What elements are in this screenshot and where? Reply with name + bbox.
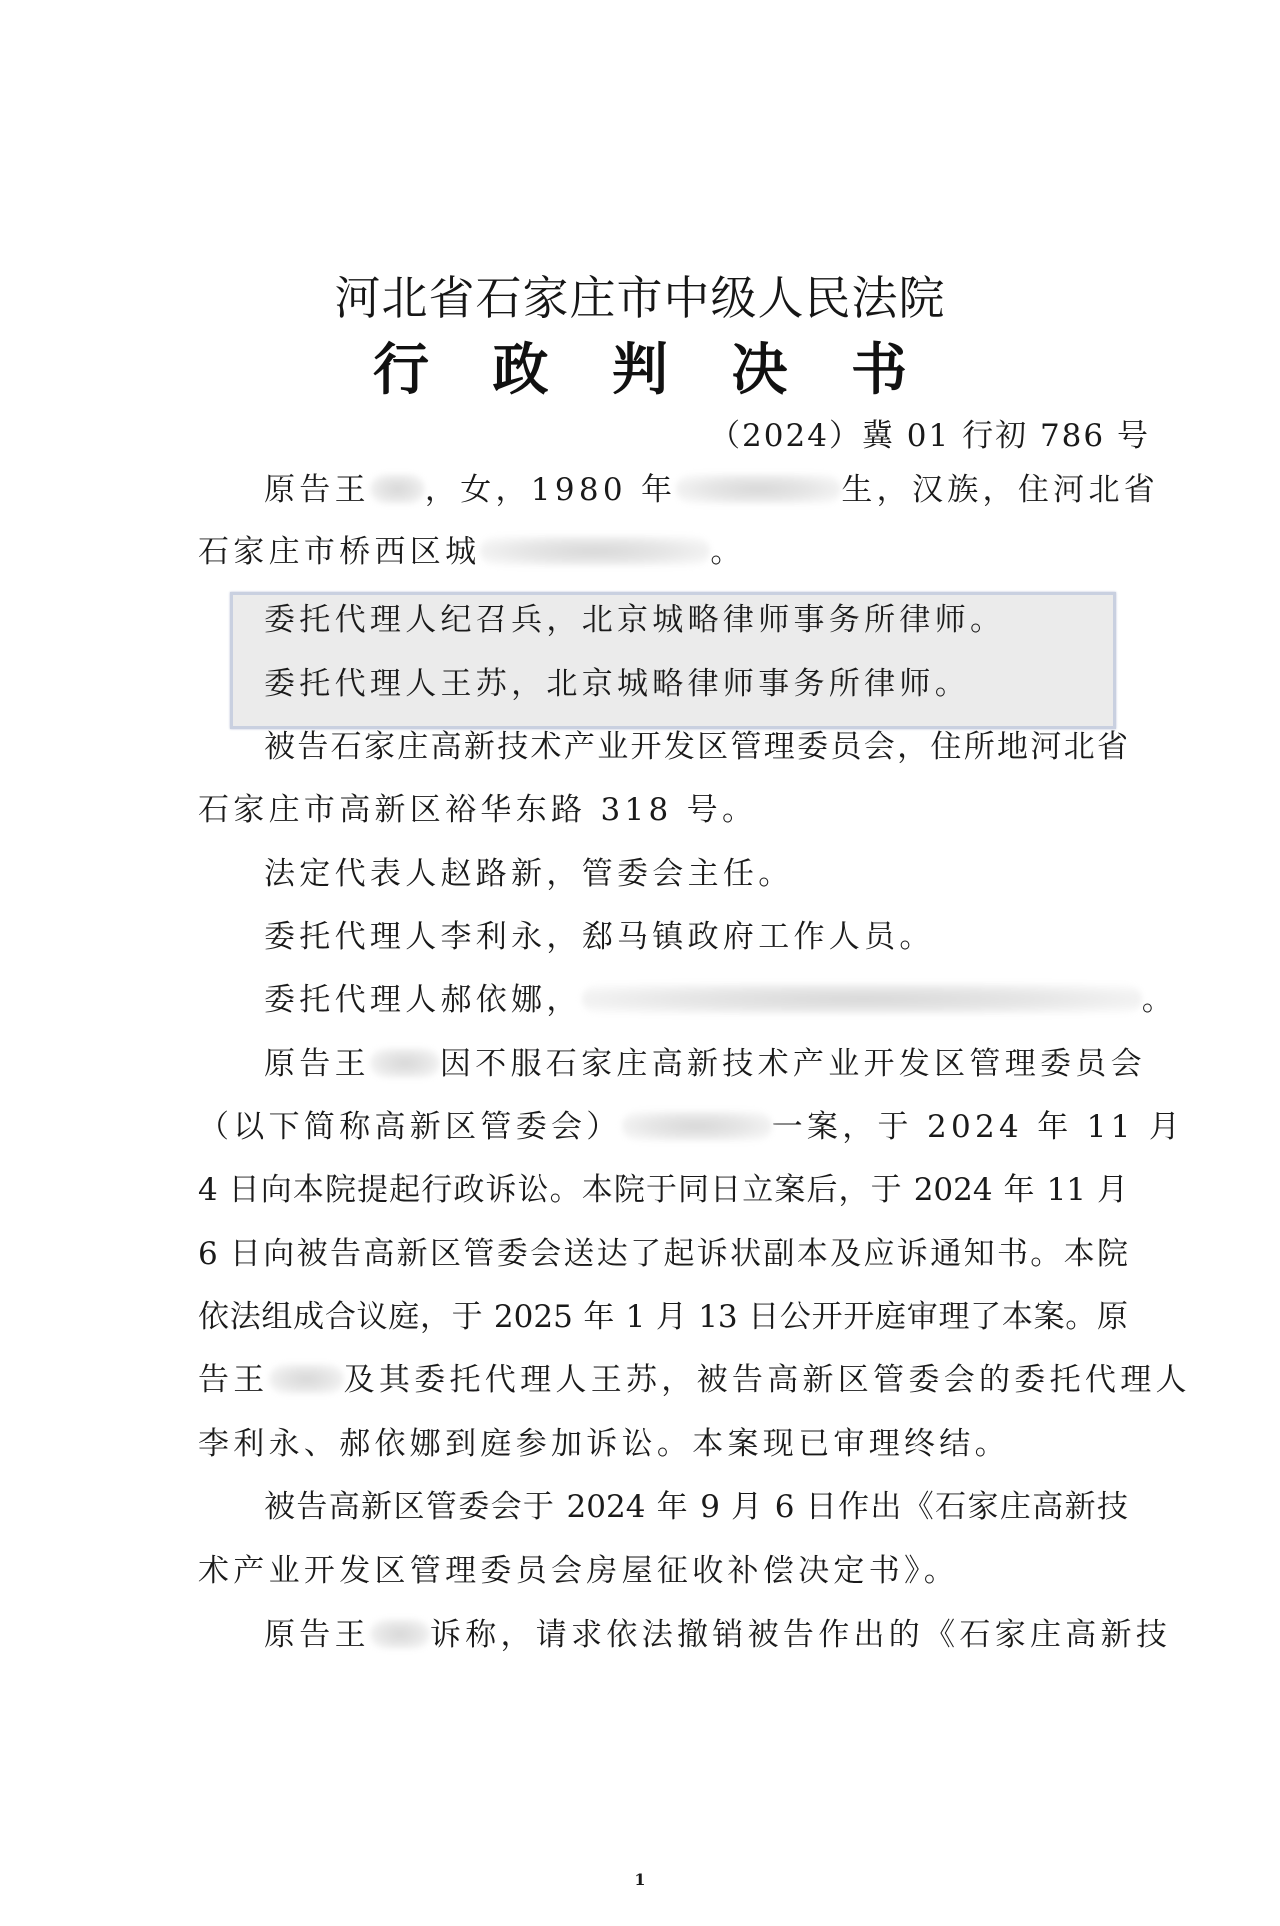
redaction-blur <box>370 474 425 504</box>
body-p1-line-7: 李利永、郝依娜到庭参加诉讼。本案现已审理终结。 <box>198 1426 1010 1462</box>
legal-representative: 法定代表人赵路新，管委会主任。 <box>264 856 794 892</box>
page-number: 1 <box>634 1870 646 1889</box>
redaction-blur <box>370 1048 440 1078</box>
plaintiff-address-prefix: 石家庄市桥西区城 <box>198 534 481 570</box>
body-p2-line-2: 术产业开发区管理委员会房屋征收补偿决定书》。 <box>198 1553 960 1589</box>
body-text: 诉称，请求依法撤销被告作出的《石家庄高新技 <box>429 1617 1172 1653</box>
body-text: 告王 <box>198 1362 269 1398</box>
redaction-blur <box>269 1364 344 1394</box>
defendant-agent-2-name: 委托代理人郝依娜， <box>264 982 582 1018</box>
body-p1-line-1 <box>264 1044 1146 1084</box>
defendant-agent-2 <box>264 980 1177 1020</box>
body-p2-line-1: 被告高新区管委会于 2024 年 9 月 6 日作出《石家庄高新技 <box>264 1489 1128 1525</box>
plaintiff-line-2 <box>198 532 746 572</box>
case-number: （2024）冀 01 行初 786 号 <box>709 418 1150 454</box>
body-p1-line-6 <box>198 1360 1191 1400</box>
body-text: 一案，于 2024 年 11 月 <box>771 1109 1185 1145</box>
court-name: 河北省石家庄市中级人民法院 <box>334 271 946 325</box>
body-p1-line-2 <box>198 1107 1184 1147</box>
defendant-line-2: 石家庄市高新区裕华东路 318 号。 <box>198 792 758 828</box>
body-p1-line-3: 4 日向本院提起行政诉讼。本院于同日立案后，于 2024 年 11 月 <box>198 1172 1128 1208</box>
plaintiff-address-end: 。 <box>710 534 746 570</box>
body-p1-line-4: 6 日向被告高新区管委会送达了起诉状副本及应诉通知书。本院 <box>198 1236 1128 1272</box>
document-type-title: 行 政 判 决 书 <box>373 338 929 403</box>
body-p1-line-5: 依法组成合议庭，于 2025 年 1 月 13 日公开开庭审理了本案。原 <box>198 1299 1128 1335</box>
defendant-agent-1: 委托代理人李利永，郄马镇政府工作人员。 <box>264 919 935 955</box>
redaction-blur <box>582 984 1142 1014</box>
body-text: 原告王 <box>264 1046 370 1082</box>
plaintiff-name-prefix: 原告王 <box>264 472 370 508</box>
redaction-blur <box>622 1111 772 1141</box>
body-text: （以下简称高新区管委会） <box>198 1109 622 1145</box>
body-text: 因不服石家庄高新技术产业开发区管理委员会 <box>439 1046 1146 1082</box>
redaction-blur <box>370 1619 430 1649</box>
defendant-agent-2-end: 。 <box>1141 982 1178 1018</box>
defendant-line-1: 被告石家庄高新技术产业开发区管理委员会，住所地河北省 <box>264 729 1128 765</box>
body-text: 原告王 <box>264 1617 370 1653</box>
plaintiff-agent-1: 委托代理人纪召兵，北京城略律师事务所律师。 <box>264 602 1006 638</box>
plaintiff-agent-2: 委托代理人王苏，北京城略律师事务所律师。 <box>264 666 970 702</box>
plaintiff-line-1 <box>264 470 1159 510</box>
body-text: 及其委托代理人王苏，被告高新区管委会的委托代理人 <box>343 1362 1191 1398</box>
plaintiff-ethnicity-address: 生，汉族，住河北省 <box>841 472 1160 508</box>
redaction-blur <box>480 536 710 566</box>
body-p3-line-1 <box>264 1615 1171 1655</box>
redaction-blur <box>676 474 841 504</box>
plaintiff-gender-birth: ，女，1980 年 <box>424 472 677 508</box>
